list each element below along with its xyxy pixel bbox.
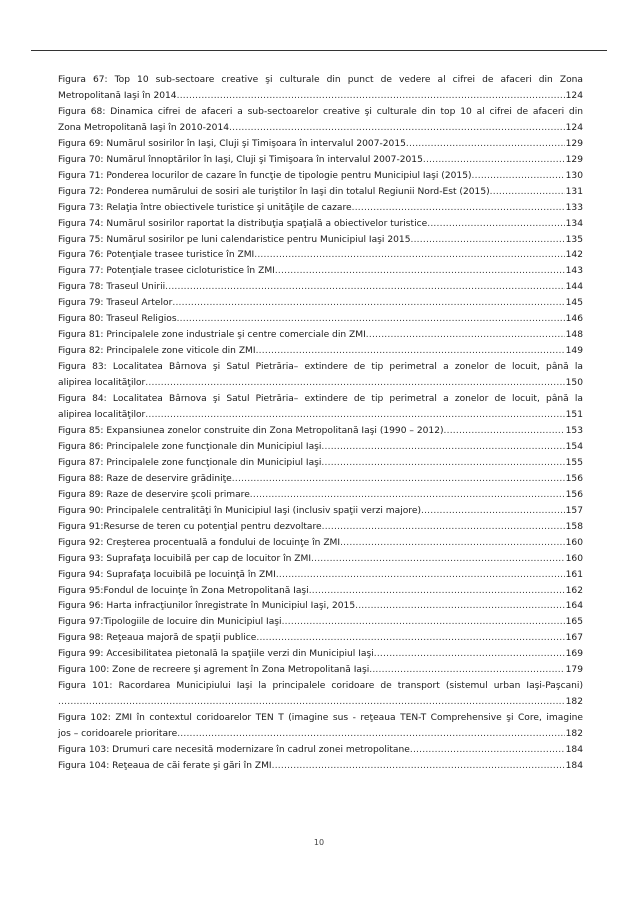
toc-entry-first-line: Figura 102: ZMI în contextul coridoarelor TEN T (imagine sus - reţeaua TEN-T Comprehensive şi Core, imagine <box>58 713 583 724</box>
toc-entry[interactable] <box>58 424 583 440</box>
toc-entry[interactable] <box>58 552 583 568</box>
toc-entry[interactable] <box>58 105 583 137</box>
dot-leader <box>165 280 565 296</box>
dot-leader <box>58 695 565 711</box>
toc-entry-title: Zona Metropolitană Iaşi în 2010-2014 <box>58 122 230 133</box>
dot-leader <box>410 743 565 759</box>
toc-entry[interactable] <box>58 456 583 472</box>
dot-leader <box>406 137 565 153</box>
toc-entry-page: 129 <box>565 154 583 165</box>
toc-entry[interactable] <box>58 440 583 456</box>
toc-entry-title: jos – coridoarele prioritare <box>58 729 178 740</box>
toc-entry-page: 135 <box>565 234 583 245</box>
toc-entry-page: 146 <box>565 314 583 325</box>
toc-entry[interactable] <box>58 169 583 185</box>
toc-entry-page: 130 <box>565 170 583 181</box>
toc-entry-page: 182 <box>565 697 583 708</box>
dot-leader <box>369 663 564 679</box>
toc-entry[interactable] <box>58 711 583 743</box>
toc-entry[interactable] <box>58 264 583 280</box>
dot-leader <box>276 568 565 584</box>
toc-entry[interactable] <box>58 73 583 105</box>
toc-entry-first-line: Figura 68: Dinamica cifrei de afaceri a sub-sectoarelor creative şi culturale din top 10 al cifrei de afaceri din <box>58 106 583 117</box>
dot-leader <box>275 264 565 280</box>
toc-entry[interactable] <box>58 312 583 328</box>
toc-entry-page: 149 <box>565 346 583 357</box>
toc-entry-first-line: Figura 101: Racordarea Municipiului Iaşi la principalele coridoare de transport (sistemul urban Iaşi-Paşcani) <box>58 681 583 692</box>
toc-entry[interactable] <box>58 344 583 360</box>
toc-entry-title: alipirea localităţilor <box>58 410 146 421</box>
toc-entry-page: 124 <box>565 122 583 133</box>
dot-leader <box>321 440 564 456</box>
header-rule <box>31 50 607 51</box>
toc-entry-page: 156 <box>565 473 583 484</box>
dot-leader <box>427 217 564 233</box>
toc-entry[interactable] <box>58 759 583 775</box>
toc-entry-page: 142 <box>565 250 583 261</box>
toc-entry[interactable] <box>58 520 583 536</box>
toc-entry-title: Figura 75: Numărul sosirilor pe luni calendaristice pentru Municipiul Iaşi 2015 <box>58 234 411 245</box>
toc-entry-page: 162 <box>565 585 583 596</box>
dot-leader <box>145 408 564 424</box>
toc-entry-title: Figura 76: Potenţiale trasee turistice în ZMI <box>58 250 255 261</box>
toc-entry-page: 156 <box>565 489 583 500</box>
toc-entry-title: Figura 89: Raze de deservire şcoli primare <box>58 489 250 500</box>
dot-leader <box>229 121 565 137</box>
toc-entry-title: alipirea localităţilor <box>58 378 146 389</box>
toc-entry-title: Figura 96: Harta infracţiunilor înregistrate în Municipiul Iaşi, 2015 <box>58 601 356 612</box>
toc-entry[interactable] <box>58 615 583 631</box>
toc-entry-title: Figura 80: Traseul Religios <box>58 314 177 325</box>
toc-entry-page: 134 <box>565 218 583 229</box>
toc-entry-first-line: Figura 67: Top 10 sub-sectoare creative şi culturale din punct de vedere al cifrei de afaceri din Zona <box>58 75 583 85</box>
toc-entry-title: Figura 88: Raze de deservire grădiniţe <box>58 473 232 484</box>
dot-leader <box>309 584 565 600</box>
toc-entry[interactable] <box>58 392 583 424</box>
toc-entry[interactable] <box>58 584 583 600</box>
toc-entry-page: 179 <box>565 665 583 676</box>
toc-entry-page: 133 <box>565 202 583 213</box>
toc-entry-page: 158 <box>565 521 583 532</box>
dot-leader <box>272 759 565 775</box>
toc-entry[interactable] <box>58 360 583 392</box>
toc-entry-page: 169 <box>565 649 583 660</box>
toc-entry[interactable] <box>58 185 583 201</box>
toc-entry[interactable] <box>58 504 583 520</box>
toc-entry-page: 144 <box>565 282 583 293</box>
dot-leader <box>232 472 565 488</box>
toc-entry[interactable] <box>58 201 583 217</box>
toc-entry-page: 160 <box>565 537 583 548</box>
dot-leader <box>355 599 565 615</box>
toc-entry[interactable] <box>58 280 583 296</box>
toc-entry-title: Figura 97:Tipologiile de locuire din Municipiul Iaşi <box>58 617 282 628</box>
toc-entry-title: Figura 85: Expansiunea zonelor construite din Zona Metropolitană Iaşi (1990 – 2012) <box>58 425 444 436</box>
toc-entry-page: 143 <box>565 266 583 277</box>
toc-entry-title: Figura 91:Resurse de teren cu potenţial pentru dezvoltare <box>58 521 322 532</box>
toc-entry[interactable] <box>58 599 583 615</box>
toc-entry-page: 165 <box>565 617 583 628</box>
toc-entry-page: 167 <box>565 633 583 644</box>
toc-entry-title: Figura 90: Principalele centralităţi în Municipiul Iaşi (inclusiv spaţii verzi majore) <box>58 505 421 516</box>
toc-entry-title: Figura 71: Ponderea locurilor de cazare în funcţie de tipologie pentru Municipiul Iaşi (2015) <box>58 170 472 181</box>
toc-entry-title: Figura 86: Principalele zone funcţionale din Municipiul Iaşi <box>58 441 322 452</box>
dot-leader <box>254 248 564 264</box>
toc-entry-title: Figura 81: Principalele zone industriale şi centre comerciale din ZMI <box>58 330 366 341</box>
toc-entry[interactable] <box>58 631 583 647</box>
toc-entry-page: 145 <box>565 298 583 309</box>
dot-leader <box>282 615 565 631</box>
toc-entry-title: Figura 73: Relaţia între obiectivele turistice şi unităţile de cazare <box>58 202 352 213</box>
dot-leader <box>256 344 565 360</box>
dot-leader <box>311 552 565 568</box>
toc-entry-page: 131 <box>565 186 583 197</box>
toc-entry-page: 182 <box>565 729 583 740</box>
toc-entry[interactable] <box>58 137 583 153</box>
toc-entry[interactable] <box>58 328 583 344</box>
toc-entry[interactable] <box>58 568 583 584</box>
dot-leader <box>366 328 565 344</box>
toc-entry-title: Figura 93: Suprafaţa locuibilă per cap de locuitor în ZMI <box>58 553 312 564</box>
toc-entry-title: Figura 74: Numărul sosirilor raportat la distribuţia spaţială a obiectivelor turistice <box>58 218 428 229</box>
toc-entry[interactable] <box>58 233 583 249</box>
toc-entry[interactable] <box>58 663 583 679</box>
dot-leader <box>177 727 564 743</box>
toc-entry-page: 154 <box>565 441 583 452</box>
toc-entry-page: 155 <box>565 457 583 468</box>
dot-leader <box>177 312 565 328</box>
toc-entry-page: 164 <box>565 601 583 612</box>
toc-entry-title: Metropolitană Iaşi în 2014 <box>58 90 177 101</box>
toc-entry[interactable] <box>58 647 583 663</box>
list-of-figures <box>58 73 583 775</box>
toc-entry-page: 157 <box>565 505 583 516</box>
toc-entry-page: 153 <box>565 425 583 436</box>
toc-entry-title: Figura 77: Potenţiale trasee cicloturistice în ZMI <box>58 266 275 277</box>
toc-entry-page: 160 <box>565 553 583 564</box>
toc-entry-page: 151 <box>565 410 583 421</box>
dot-leader <box>490 185 565 201</box>
toc-entry-first-line: Figura 84: Localitatea Bârnova şi Satul Pietrăria– extindere de tip perimetral a zonelor de locuit, până la <box>58 394 583 405</box>
toc-entry-page: 184 <box>565 745 583 756</box>
toc-entry[interactable] <box>58 217 583 233</box>
toc-entry[interactable] <box>58 153 583 169</box>
toc-entry-title: Figura 69: Numărul sosirilor în Iaşi, Cluji şi Timişoara în intervalul 2007-2015 <box>58 138 406 149</box>
dot-leader <box>352 201 565 217</box>
toc-entry-page: 161 <box>565 569 583 580</box>
toc-entry-title: Figura 87: Principalele zone funcţionale din Municipiul Iaşi <box>58 457 322 468</box>
dot-leader <box>444 424 565 440</box>
toc-entry-page: 150 <box>565 378 583 389</box>
toc-entry-title: Figura 98: Reţeaua majoră de spaţii publice <box>58 633 257 644</box>
toc-entry-title: Figura 95:Fondul de locuinţe în Zona Metropolitană Iaşi <box>58 585 309 596</box>
toc-entry-page: 129 <box>565 138 583 149</box>
page-number: 10 <box>313 838 325 847</box>
dot-leader <box>256 631 564 647</box>
toc-entry-title: Figura 104: Reţeaua de căi ferate şi gări în ZMI <box>58 760 272 771</box>
toc-entry-title: Figura 92: Creşterea procentuală a fondului de locuinţe în ZMI <box>58 537 341 548</box>
toc-entry[interactable] <box>58 472 583 488</box>
toc-entry-title: Figura 99: Accesibilitatea pietonală la spaţiile verzi din Municipiul Iaşi <box>58 649 374 660</box>
toc-entry-title: Figura 78: Traseul Unirii <box>58 282 166 293</box>
toc-entry-title: Figura 94: Suprafaţa locuibilă pe locuinţă în ZMI <box>58 569 276 580</box>
dot-leader <box>421 504 565 520</box>
toc-entry-page: 148 <box>565 330 583 341</box>
dot-leader <box>145 376 564 392</box>
toc-entry-title: Figura 103: Drumuri care necesită modernizare în cadrul zonei metropolitane <box>58 745 410 756</box>
toc-entry[interactable] <box>58 536 583 552</box>
dot-leader <box>374 647 565 663</box>
dot-leader <box>321 456 564 472</box>
toc-entry-title: Figura 82: Principalele zone viticole din ZMI <box>58 346 256 357</box>
toc-entry-title: Figura 72: Ponderea numărului de sosiri ale turiştilor în Iaşi din totalul Regiunii Nord-Est (2015) <box>58 186 490 197</box>
dot-leader <box>177 89 565 105</box>
toc-entry[interactable] <box>58 488 583 504</box>
dot-leader <box>423 153 565 169</box>
dot-leader <box>322 520 565 536</box>
toc-entry[interactable] <box>58 248 583 264</box>
dot-leader <box>411 233 565 249</box>
dot-leader <box>472 169 565 185</box>
toc-entry[interactable] <box>58 296 583 312</box>
toc-entry-title: Figura 70: Numărul înnoptărilor în Iaşi, Cluji şi Timişoara în intervalul 2007-2015 <box>58 154 423 165</box>
toc-entry[interactable] <box>58 743 583 759</box>
toc-entry-title: Figura 79: Traseul Artelor <box>58 298 173 309</box>
dot-leader <box>250 488 565 504</box>
toc-entry-title: Figura 100: Zone de recreere şi agrement în Zona Metropolitană Iaşi <box>58 665 370 676</box>
toc-entry-first-line: Figura 83: Localitatea Bârnova şi Satul Pietrăria– extindere de tip perimetral a zonelor de locuit, până la <box>58 362 583 373</box>
toc-entry[interactable] <box>58 679 583 711</box>
toc-entry-page: 184 <box>565 760 583 771</box>
toc-entry-page: 124 <box>565 90 583 101</box>
dot-leader <box>340 536 565 552</box>
dot-leader <box>172 296 564 312</box>
